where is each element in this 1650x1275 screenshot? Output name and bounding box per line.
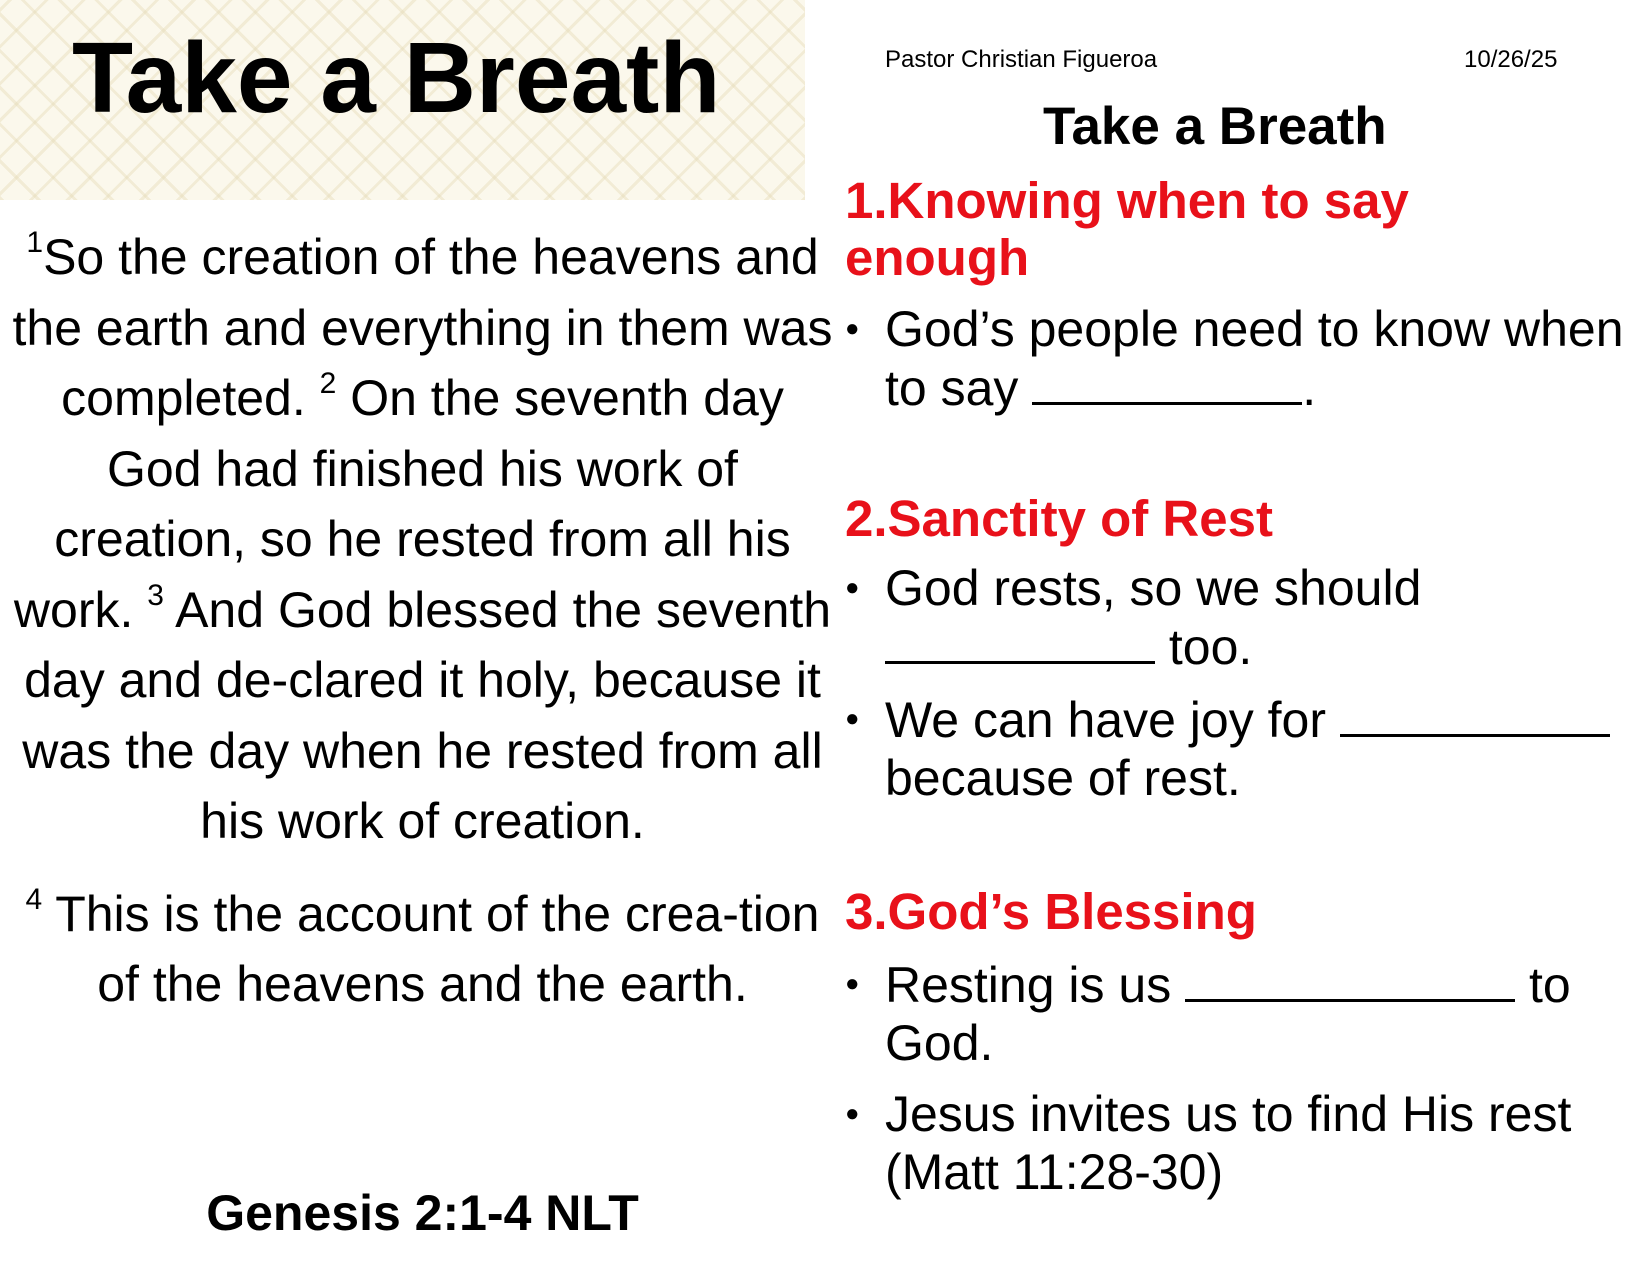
verse-4-text: This is the account of the crea-tion of the heavens and the earth. xyxy=(42,885,820,1012)
verse-number-3: 3 xyxy=(147,578,164,612)
point-heading-1: 1.Knowing when to say enough xyxy=(845,172,1409,286)
sermon-date: 10/26/25 xyxy=(1464,46,1558,73)
scripture-paragraph-2 xyxy=(10,879,835,1020)
bullet-dot-icon: ● xyxy=(845,315,860,342)
bullet-dot-icon: ● xyxy=(845,970,860,997)
bullet-item xyxy=(845,690,1635,807)
scripture-paragraph-1 xyxy=(10,222,835,857)
verse-1-text: So the creation of the heavens and the earth and everything in them was completed. xyxy=(12,229,833,426)
pastor-name: Pastor Christian Figueroa xyxy=(885,46,1158,73)
bullet-item xyxy=(845,1085,1635,1201)
bullet-text-end: to God. xyxy=(885,957,1571,1071)
bullet-text: God’s people need to know when to say xyxy=(885,301,1624,416)
notes-title: Take a Breath xyxy=(1043,97,1387,156)
verse-number-1: 1 xyxy=(26,226,44,259)
fill-in-blank[interactable] xyxy=(885,617,1155,664)
fill-in-blank[interactable] xyxy=(1032,358,1302,405)
verse-number-4: 4 xyxy=(25,882,43,916)
bullet-text: Resting is us xyxy=(885,957,1186,1013)
bullet-item xyxy=(845,559,1635,676)
verse-3-text: And God blessed the seventh day and de-clared it holy, because it was the day when he rested from all his work of creation. xyxy=(22,581,832,849)
scripture-passage xyxy=(10,222,835,1020)
bullet-text-end: because of rest. xyxy=(885,750,1241,806)
fill-in-blank[interactable] xyxy=(1340,690,1610,737)
bullet-text: God rests, so we should xyxy=(885,560,1422,616)
bullet-item xyxy=(845,955,1635,1072)
bullet-item xyxy=(845,300,1635,417)
scripture-reference: Genesis 2:1-4 NLT xyxy=(206,1185,639,1241)
bullet-dot-icon: ● xyxy=(845,574,860,601)
bullet-text-end: too. xyxy=(1155,619,1253,675)
verse-number-2: 2 xyxy=(319,367,337,400)
bullet-text: Jesus invites us to find His rest (Matt 11:28-30) xyxy=(885,1086,1572,1200)
point-heading-3: 3.God’s Blessing xyxy=(845,883,1257,940)
bullet-dot-icon: ● xyxy=(845,705,860,732)
bullet-text: We can have joy for xyxy=(885,692,1340,748)
fill-in-blank[interactable] xyxy=(1185,955,1515,1002)
bullet-dot-icon: ● xyxy=(845,1100,860,1127)
verse-2-text: On the seventh day God had finished his work of creation, so he rested from all his work. xyxy=(13,370,791,638)
page-title: Take a Breath xyxy=(72,22,721,134)
point-heading-2: 2.Sanctity of Rest xyxy=(845,490,1273,547)
bullet-text-end: . xyxy=(1302,360,1317,416)
